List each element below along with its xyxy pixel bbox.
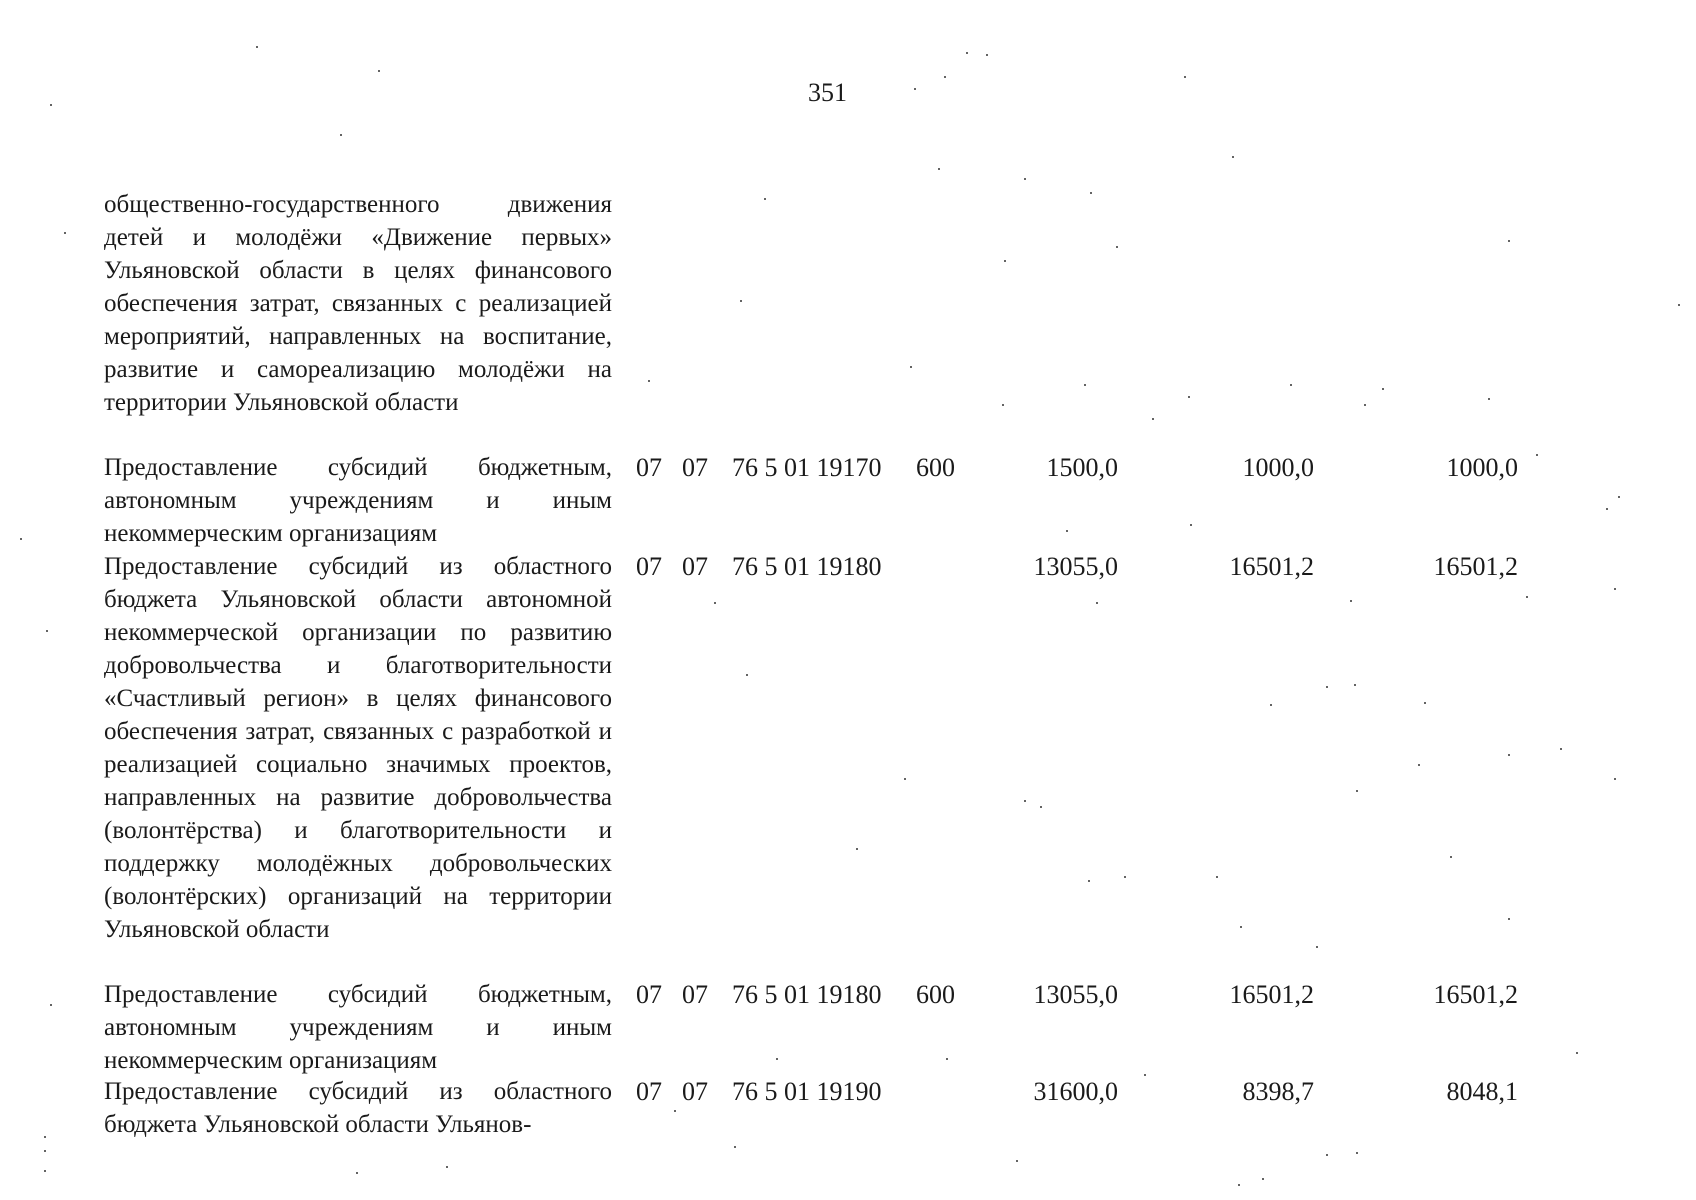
scan-speck [1364, 404, 1366, 406]
target-article-code: 76 5 01 19170 [732, 453, 882, 482]
scan-speck [1190, 524, 1192, 526]
scan-speck [1418, 764, 1420, 766]
expense-type-code: 600 [916, 980, 955, 1009]
scan-speck [1614, 778, 1616, 780]
amount-year-2: 8398,7 [1242, 1077, 1314, 1106]
scan-speck [910, 366, 912, 368]
scan-speck [1508, 240, 1510, 242]
scan-speck [966, 52, 968, 54]
scan-speck [1606, 508, 1608, 510]
scan-speck [1084, 384, 1086, 386]
scan-speck [1184, 76, 1186, 78]
scan-speck [44, 1170, 46, 1172]
scan-speck [64, 232, 66, 234]
scan-speck [1424, 702, 1426, 704]
scan-speck [740, 300, 742, 302]
scan-speck [1240, 926, 1242, 928]
scan-speck [1040, 806, 1042, 808]
scan-speck [1216, 876, 1218, 878]
subsection-code: 07 [682, 552, 708, 581]
amount-year-3: 1000,0 [1446, 453, 1518, 482]
amount-year-3: 16501,2 [1433, 552, 1518, 581]
scan-speck [378, 70, 380, 72]
amount-year-3: 8048,1 [1446, 1077, 1518, 1106]
scan-speck [446, 1166, 448, 1168]
scan-speck [1116, 246, 1118, 248]
scan-speck [50, 1004, 52, 1006]
amount-year-2: 16501,2 [1229, 980, 1314, 1009]
scan-speck [1124, 876, 1126, 878]
page-number: 351 [808, 78, 847, 107]
scan-speck [946, 1058, 948, 1060]
scan-speck [1024, 178, 1026, 180]
scan-speck [1152, 418, 1154, 420]
scan-speck [1066, 530, 1068, 532]
amount-year-1: 1500,0 [1046, 453, 1118, 482]
scan-speck [340, 134, 342, 136]
subsection-code: 07 [682, 980, 708, 1009]
scan-speck [1614, 588, 1616, 590]
scan-speck [1232, 156, 1234, 158]
scan-speck [1450, 856, 1452, 858]
scan-speck [734, 1146, 736, 1148]
scan-speck [944, 76, 946, 78]
amount-year-1: 13055,0 [1033, 980, 1118, 1009]
scan-speck [1508, 918, 1510, 920]
scan-speck [1354, 684, 1356, 686]
scan-speck [764, 198, 766, 200]
scan-speck [356, 1172, 358, 1174]
row-description: Предоставление субсидий из областного бюджета Ульяновской области автономной некоммерческой организации по развитию добровольчества и благотворительности «Счастливый регион» в целях финансового обеспечения затрат, связанных с разработкой и реализацией социально значимых проектов, направленных на развитие добровольчества (волонтёрства) и благотворительности и поддержку молодёжных добровольческих (волонтёрских) организаций на территории Ульяновской области [104, 553, 612, 943]
scan-speck [1188, 396, 1190, 398]
section-code: 07 [636, 1077, 662, 1106]
scan-speck [938, 168, 940, 170]
scan-speck [1290, 384, 1292, 386]
scan-speck [1002, 404, 1004, 406]
scan-speck [1356, 790, 1358, 792]
scan-speck [1560, 748, 1562, 750]
scan-speck [1508, 754, 1510, 756]
scan-speck [1090, 192, 1092, 194]
scan-speck [1024, 800, 1026, 802]
scan-speck [1536, 454, 1538, 456]
scan-speck [1144, 1074, 1146, 1076]
target-article-code: 76 5 01 19180 [732, 552, 882, 581]
amount-year-2: 1000,0 [1242, 453, 1314, 482]
scan-speck [1576, 1052, 1578, 1054]
scan-speck [1238, 1184, 1240, 1186]
scan-speck [674, 1110, 676, 1112]
scan-speck [856, 848, 858, 850]
scan-speck [1526, 596, 1528, 598]
expense-type-code: 600 [916, 453, 955, 482]
scan-speck [50, 104, 52, 106]
section-code: 07 [636, 453, 662, 482]
scan-speck [20, 538, 22, 540]
scan-speck [1004, 260, 1006, 262]
scan-speck [914, 88, 916, 90]
scan-speck [1088, 880, 1090, 882]
row-description: Предоставление субсидий бюджетным, автономным учреждениям и иным некоммерческим организациям [104, 981, 612, 1074]
scan-speck [46, 630, 48, 632]
scan-speck [44, 1136, 46, 1138]
scan-speck [1262, 1178, 1264, 1180]
scan-speck [1350, 600, 1352, 602]
scan-speck [1356, 1152, 1358, 1154]
scan-speck [714, 602, 716, 604]
target-article-code: 76 5 01 19180 [732, 980, 882, 1009]
scan-speck [746, 674, 748, 676]
scan-speck [256, 46, 258, 48]
scan-speck [1488, 398, 1490, 400]
scan-speck [1618, 496, 1620, 498]
amount-year-3: 16501,2 [1433, 980, 1518, 1009]
scan-speck [1016, 1160, 1018, 1162]
row-description: Предоставление субсидий бюджетным, автономным учреждениям и иным некоммерческим организациям [104, 454, 612, 547]
scan-speck [1326, 686, 1328, 688]
scan-speck [1382, 388, 1384, 390]
scan-speck [1316, 946, 1318, 948]
row-description: общественно-государственного движения детей и молодёжи «Движение первых» Ульяновской области в целях финансового обеспечения затрат, связанных с реализацией мероприятий, направленных на воспитание, развитие и самореализацию молодёжи на территории Ульяновской области [104, 191, 612, 416]
section-code: 07 [636, 552, 662, 581]
scan-speck [1326, 1154, 1328, 1156]
scan-speck [44, 1150, 46, 1152]
row-description: Предоставление субсидий из областного бюджета Ульяновской области Ульянов- [104, 1078, 612, 1138]
scan-speck [776, 1058, 778, 1060]
target-article-code: 76 5 01 19190 [732, 1077, 882, 1106]
scan-speck [1678, 304, 1680, 306]
scan-speck [986, 54, 988, 56]
subsection-code: 07 [682, 1077, 708, 1106]
scan-speck [648, 380, 650, 382]
scan-speck [1270, 704, 1272, 706]
amount-year-1: 31600,0 [1033, 1077, 1118, 1106]
subsection-code: 07 [682, 453, 708, 482]
scan-speck [1096, 602, 1098, 604]
scan-speck [904, 778, 906, 780]
section-code: 07 [636, 980, 662, 1009]
amount-year-2: 16501,2 [1229, 552, 1314, 581]
amount-year-1: 13055,0 [1033, 552, 1118, 581]
